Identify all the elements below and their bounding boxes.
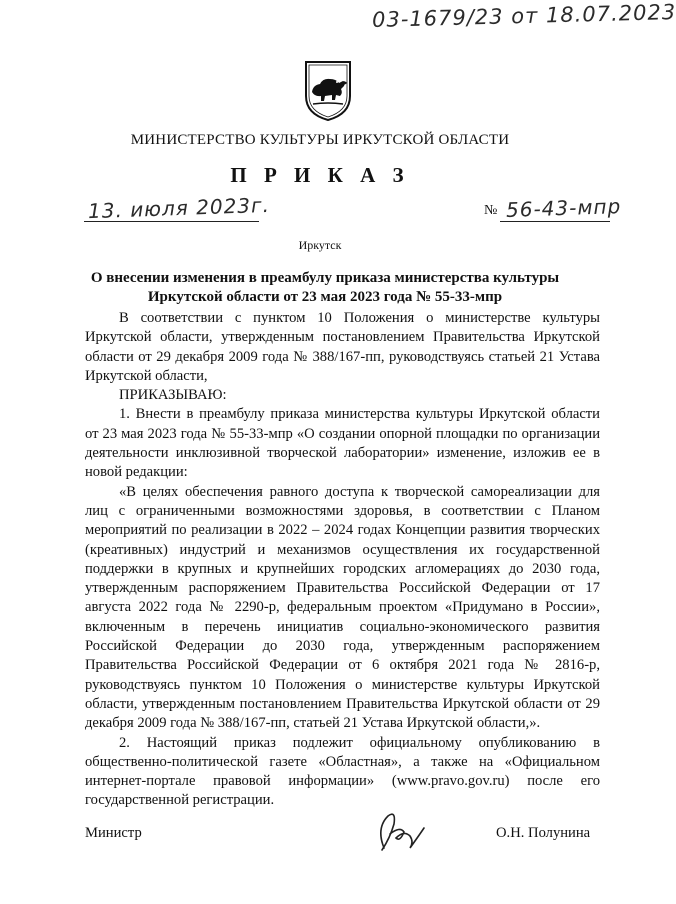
- heading-line-2: Иркутской области от 23 мая 2023 года № 55-33-мпр: [147, 289, 503, 305]
- item-2-paragraph: 2. Настоящий приказ подлежит официальному опубликованию в общественно-политической газете «Областная», а также на «Официальном интернет-портале правовой информации» (www.pravo.gov.ru) после его государственной регистрации.: [85, 734, 600, 809]
- document-heading: [70, 269, 580, 307]
- item-1-paragraph: 1. Внести в преамбулу приказа министерства культуры Иркутской области от 23 мая 2023 года № 55-33-мпр «О создании опорной площадки по организации деятельности инклюзивной творческой лаборатории» изменение, изложив ее в новой редакции:: [85, 406, 600, 481]
- number-underline: [500, 221, 610, 222]
- handwritten-signature-icon: [370, 808, 430, 856]
- order-date: 13. июля 2023г.: [87, 192, 271, 224]
- signatory-title: Министр: [85, 825, 142, 841]
- order-number-prefix: №: [484, 203, 498, 218]
- signatory-name: О.Н. Полунина: [496, 825, 591, 841]
- document-body: [85, 309, 600, 811]
- irkutsk-coat-of-arms-icon: [303, 58, 353, 122]
- quoted-preamble-paragraph: «В целях обеспечения равного доступа к творческой самореализации для лиц с ограниченными возможностями здоровья, в соответствии с Планом мероприятий по реализации в 2022 – 2024 годах Концепции развития творческих (креативных) индустрий и механизмов осуществления их государственной поддержки в крупных и крупнейших городских агломерациях до 2030 года, утвержденным распоряжением Правительства Российской Федерации от 17 августа 2022 года № 2290-р, федеральным проектом «Придумано в России», включенным в перечень инициатив социально-экономического развития Российской Федерации до 2030 года, утвержденным распоряжением Правительства Российской Федерации от 6 октября 2021 года № 2816-р, руководствуясь пунктом 10 Положения о министерстве культуры Иркутской области, утвержденным постановлением Правительства Иркутской области от 29 декабря 2009 года № 388/167-пп, статьей 21 Устава Иркутской области,».: [85, 483, 600, 732]
- heading-line-1: О внесении изменения в преамбулу приказа министерства культуры: [90, 270, 560, 286]
- decree-word: ПРИКАЗЫВАЮ:: [119, 387, 227, 404]
- preamble-paragraph: В соответствии с пунктом 10 Положения о министерстве культуры Иркутской области, утвержденным постановлением Правительства Иркутской области от 29 декабря 2009 года № 388/167-пп, руководствуясь статьей 21 Устава Иркутской области,: [85, 310, 600, 384]
- date-underline: [84, 221, 259, 222]
- registration-stamp: 03-1679/23 от 18.07.2023: [371, 0, 676, 32]
- ministry-name: МИНИСТЕРСТВО КУЛЬТУРЫ ИРКУТСКОЙ ОБЛАСТИ: [130, 132, 510, 148]
- document-type: П Р И К А З: [230, 163, 410, 187]
- order-number: 56-43-мпр: [505, 193, 622, 223]
- city-name: Иркутск: [298, 238, 342, 252]
